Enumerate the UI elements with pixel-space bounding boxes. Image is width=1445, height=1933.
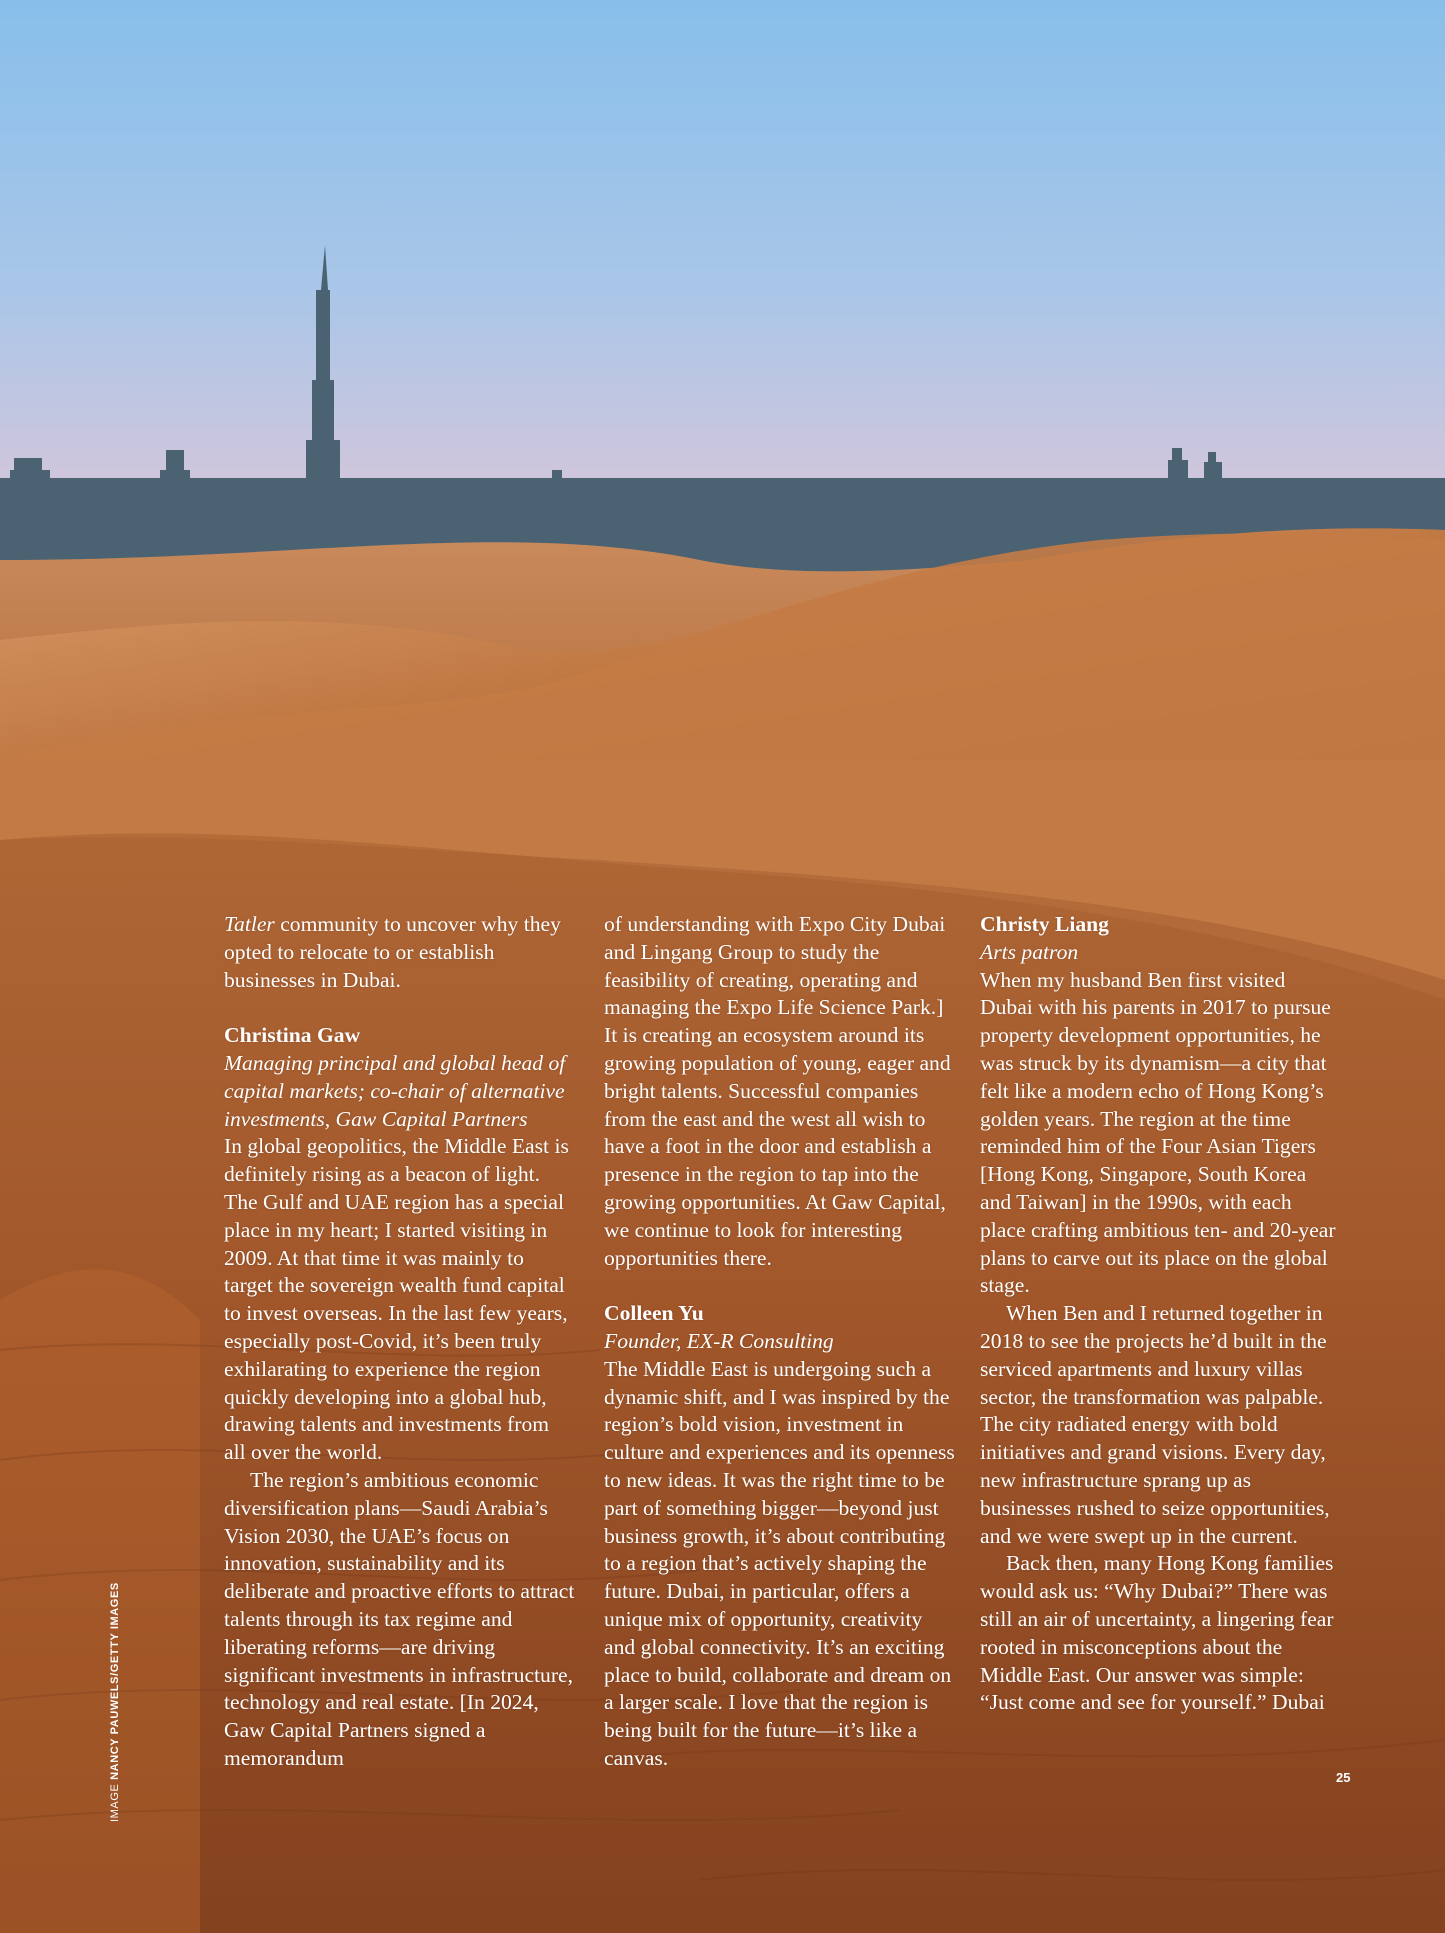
photo-credit-name: NANCY PAUWELS/GETTY IMAGES bbox=[109, 1582, 121, 1780]
intro-paragraph bbox=[224, 911, 576, 994]
column-2 bbox=[604, 911, 956, 1773]
column-1 bbox=[224, 911, 576, 1773]
page-number: 25 bbox=[1336, 1770, 1351, 1785]
body-paragraph: The Middle East is undergoing such a dynamic shift, and I was inspired by the region’s bold vision, investment in culture and experiences and its openness to new ideas. It was the right time to be part of something bigger—beyond just business growth, it’s about contributing to a region that’s actively shaping the future. Dubai, in particular, offers a unique mix of opportunity, creativity and global connectivity. It’s an exciting place to build, collaborate and dream on a larger scale. I love that the region is being built for the future—it’s like a canvas. bbox=[604, 1356, 955, 1770]
profile-role-christina-gaw: Managing principal and global head of capital markets; co-chair of alternative investments, Gaw Capital Partners bbox=[224, 1050, 566, 1131]
body-paragraph: of understanding with Expo City Dubai and Lingang Group to study the feasibility of creating, operating and managing the Expo Life Science Park.] It is creating an ecosystem around its growing population of young, eager and bright talents. Successful companies from the east and the west all wish to have a foot in the door and establish a presence in the region to tap into the growing opportunities. At Gaw Capital, we continue to look for interesting opportunities there. bbox=[604, 912, 951, 1270]
profile-name-colleen-yu: Colleen Yu bbox=[604, 1301, 704, 1326]
photo-credit bbox=[109, 1582, 121, 1822]
profile-name-christy-liang: Christy Liang bbox=[980, 912, 1109, 936]
body-paragraph: In global geopolitics, the Middle East is definitely rising as a beacon of light. The Gulf and UAE region has a special place in my heart; I started visiting in 2009. At that time it was mainly to target the sovereign wealth fund capital to invest overseas. In the last few years, especially post-Covid, it’s been truly exhilarating to experience the region quickly developing into a global hub, drawing talents and investments from all over the world. bbox=[224, 1134, 569, 1465]
intro-text: community to uncover why they opted to relocate to or establish businesses in Dubai. bbox=[224, 912, 561, 992]
body-paragraph: When my husband Ben first visited Dubai with his parents in 2017 to pursue property development opportunities, he was struck by its dynamism—a city that felt like a modern echo of Hong Kong’s golden years. The region at the time reminded him of the Four Asian Tigers [Hong Kong, Singapore, South Korea and Taiwan] in the 1990s, with each place crafting ambitious ten- and 20-year plans to carve out its place on the global stage. bbox=[980, 967, 1336, 1298]
body-paragraph: Back then, many Hong Kong families would ask us: “Why Dubai?” There was still an air of uncertainty, a lingering fear rooted in misconceptions about the Middle East. Our answer was simple: “Just come and see for yourself.” Dubai bbox=[980, 1551, 1334, 1715]
photo-credit-prefix: IMAGE bbox=[109, 1783, 121, 1822]
profile-role-christy-liang: Arts patron bbox=[980, 939, 1079, 964]
column-3 bbox=[980, 911, 1340, 1717]
profile-name-christina-gaw: Christina Gaw bbox=[224, 1023, 361, 1048]
body-paragraph: When Ben and I returned together in 2018 to see the projects he’d built in the serviced apartments and luxury villas sector, the transformation was palpable. The city radiated energy with bold initiatives and grand visions. Every day, new infrastructure sprang up as businesses rushed to seize opportunities, and we were swept up in the current. bbox=[980, 1301, 1330, 1548]
body-paragraph: The region’s ambitious economic diversification plans—Saudi Arabia’s Vision 2030, the UAE’s focus on innovation, sustainability and its deliberate and proactive efforts to attract talents through its tax regime and liberating reforms—are driving significant investments in infrastructure, technology and real estate. [In 2024, Gaw Capital Partners signed a memorandum bbox=[224, 1467, 575, 1770]
profile-role-colleen-yu: Founder, EX-R Consulting bbox=[604, 1328, 834, 1353]
magazine-name: Tatler bbox=[224, 912, 275, 936]
lower-left-dune bbox=[0, 1269, 200, 1933]
